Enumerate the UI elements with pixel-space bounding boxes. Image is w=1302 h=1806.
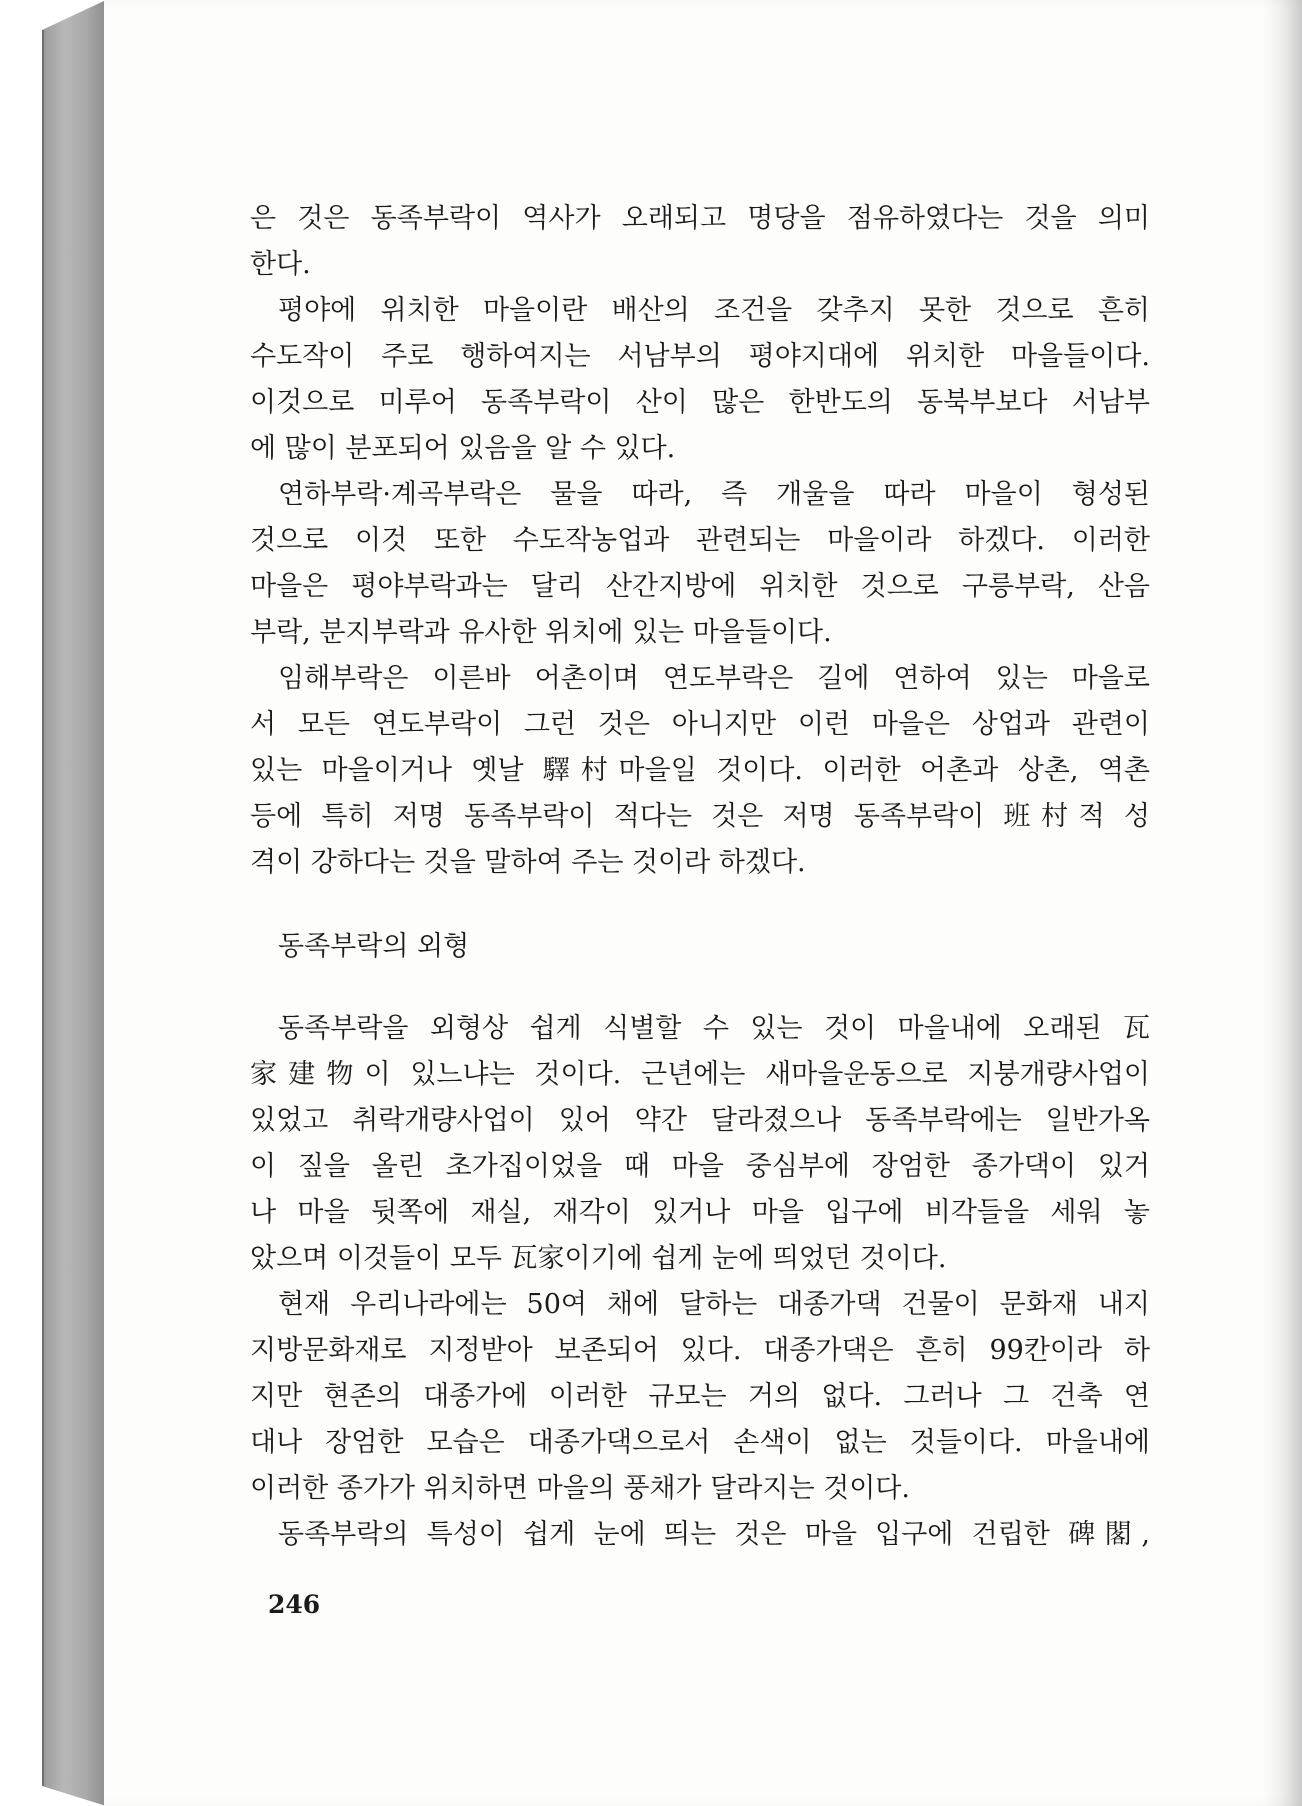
book-spine [42,0,106,1806]
paragraph [250,1512,1150,1558]
text-line: 지방문화재로 지정받아 보존되어 있다. 대종가댁은 흔히 99칸이라 하 [250,1335,1150,1366]
text-line: 대나 장엄한 모습은 대종가댁으로서 손색이 없는 것들이다. 마을내에 [250,1427,1150,1458]
paragraph [250,1006,1150,1282]
text-line: 부락, 분지부락과 유사한 위치에 있는 마을들이다. [250,617,832,648]
text-line: 서 모든 연도부락이 그런 것은 아니지만 이런 마을은 상업과 관련이 [250,709,1150,740]
page-shadow [1262,0,1302,1806]
text-line: 있는 마을이거나 옛날 驛村마을일 것이다. 이러한 어촌과 상촌, 역촌 [250,755,1150,786]
text-line: 등에 특히 저명 동족부락이 적다는 것은 저명 동족부락이 班村적 성 [250,801,1150,832]
text-line: 임해부락은 이른바 어촌이며 연도부락은 길에 연하여 있는 마을로 [278,663,1150,694]
paragraph [250,288,1150,472]
text-line: 이러한 종가가 위치하면 마을의 풍채가 달라지는 것이다. [250,1473,910,1504]
text-line: 이것으로 미루어 동족부락이 산이 많은 한반도의 동북부보다 서남부 [250,387,1150,418]
paragraph [250,472,1150,656]
text-line: 한다. [250,249,311,280]
text-line: 이 짚을 올린 초가집이었을 때 마을 중심부에 장엄한 종가댁이 있거 [250,1151,1150,1182]
text-line: 것으로 이것 또한 수도작농업과 관련되는 마을이라 하겠다. 이러한 [250,525,1150,556]
paragraph [250,1282,1150,1512]
text-line: 있었고 취락개량사업이 있어 약간 달라졌으나 동족부락에는 일반가옥 [250,1105,1150,1136]
text-line: 지만 현존의 대종가에 이러한 규모는 거의 없다. 그러나 그 건축 연 [250,1381,1150,1412]
text-line: 평야에 위치한 마을이란 배산의 조건을 갖추지 못한 것으로 흔히 [278,295,1150,326]
text-line: 현재 우리나라에는 50여 채에 달하는 대종가댁 건물이 문화재 내지 [278,1289,1150,1320]
text-line: 마을은 평야부락과는 달리 산간지방에 위치한 것으로 구릉부락, 산음 [250,571,1150,602]
page-body-text [250,196,1150,1558]
text-line: 家建物이 있느냐는 것이다. 근년에는 새마을운동으로 지붕개량사업이 [250,1059,1150,1090]
page-number: 246 [268,1590,321,1619]
text-line: 았으며 이것들이 모두 瓦家이기에 쉽게 눈에 띄었던 것이다. [250,1243,947,1274]
text-line: 수도작이 주로 행하여지는 서남부의 평야지대에 위치한 마을들이다. [250,341,1150,372]
paragraph [250,196,1150,288]
paragraph [250,656,1150,886]
text-line: 격이 강하다는 것을 말하여 주는 것이라 하겠다. [250,847,806,878]
text-line: 연하부락·계곡부락은 물을 따라, 즉 개울을 따라 마을이 형성된 [278,479,1150,510]
text-line: 은 것은 동족부락이 역사가 오래되고 명당을 점유하였다는 것을 의미 [250,203,1150,234]
text-line: 동족부락의 특성이 쉽게 눈에 띄는 것은 마을 입구에 건립한 碑閣, [278,1519,1150,1550]
text-line: 나 마을 뒷쪽에 재실, 재각이 있거나 마을 입구에 비각들을 세워 놓 [250,1197,1150,1228]
section-heading: 동족부락의 외형 [278,931,470,962]
text-line: 에 많이 분포되어 있음을 알 수 있다. [250,433,676,464]
text-line: 동족부락을 외형상 쉽게 식별할 수 있는 것이 마을내에 오래된 瓦 [278,1013,1150,1044]
book-spine-edge [42,30,44,1786]
